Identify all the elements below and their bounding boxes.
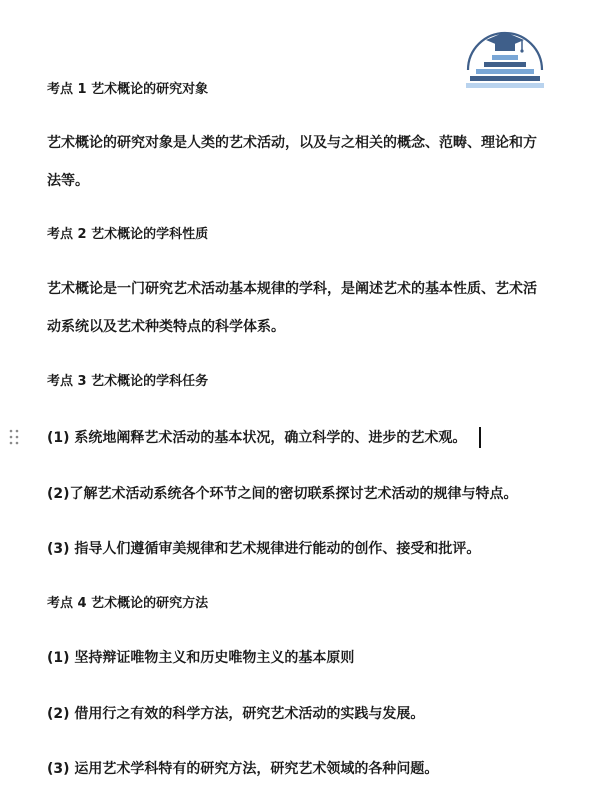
text-cursor [479,427,481,448]
list-item[interactable]: (1) 系统地阐释艺术活动的基本状况，确立科学的、进步的艺术观。 [47,430,467,446]
paragraph-line: 艺术概论的研究对象是人类的艺术活动，以及与之相关的概念、范畴、理论和方 [47,135,537,151]
list-item: (1) 坚持辩证唯物主义和历史唯物主义的基本原则 [47,650,355,666]
section-heading-4: 考点 4 艺术概论的研究方法 [47,596,209,611]
paragraph-line: 艺术概论是一门研究艺术活动基本规律的学科，是阐述艺术的基本性质、艺术活 [47,281,537,297]
list-item: (2)了解艺术活动系统各个环节之间的密切联系探讨艺术活动的规律与特点。 [47,486,518,502]
section-heading-1: 考点 1 艺术概论的研究对象 [47,82,209,97]
paragraph-line: 动系统以及艺术种类特点的科学体系。 [47,319,285,335]
section-heading-2: 考点 2 艺术概论的学科性质 [47,227,209,242]
list-item: (2) 借用行之有效的科学方法，研究艺术活动的实践与发展。 [47,706,425,722]
paragraph-line: 法等。 [47,173,89,189]
list-item: (3) 运用艺术学科特有的研究方法，研究艺术领域的各种问题。 [47,761,439,777]
list-item: (3) 指导人们遵循审美规律和艺术规律进行能动的创作、接受和批评。 [47,541,481,557]
section-heading-3: 考点 3 艺术概论的学科任务 [47,374,209,389]
drag-handle-icon[interactable] [8,428,20,446]
